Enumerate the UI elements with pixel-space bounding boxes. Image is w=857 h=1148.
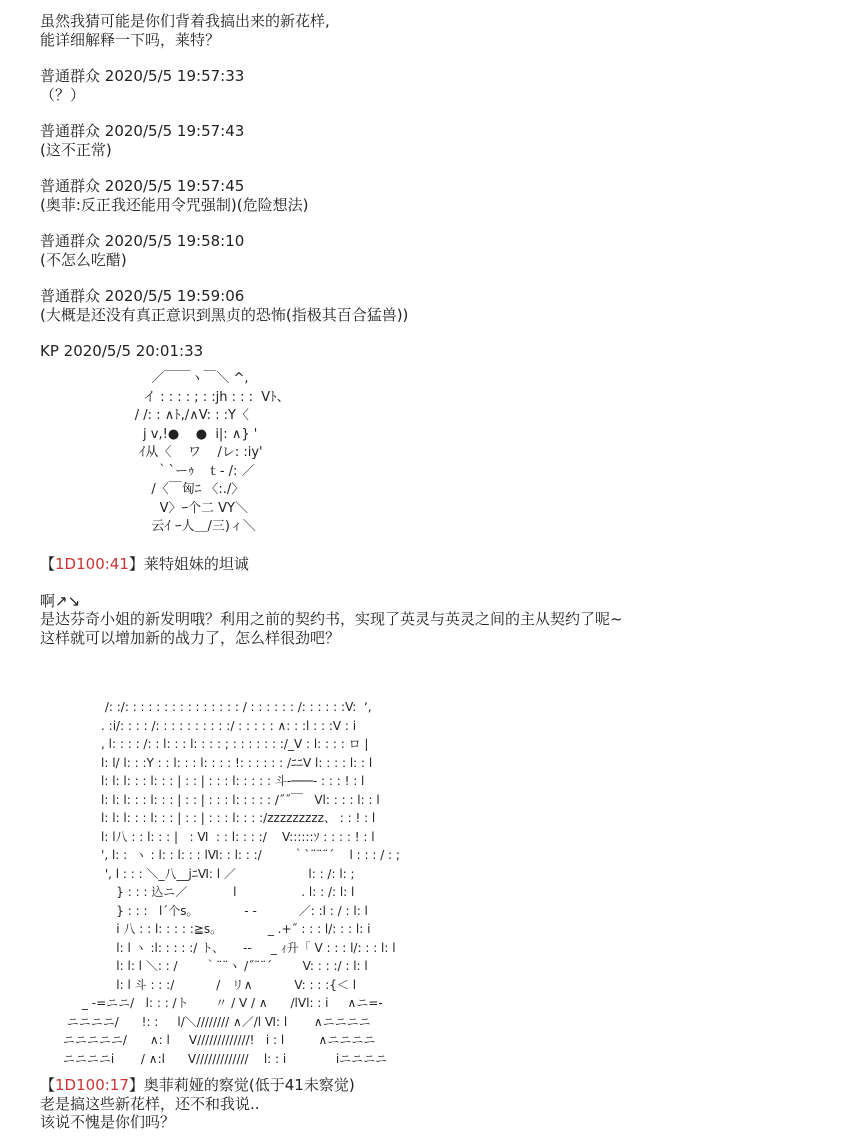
message-time: 2020/5/5 19:57:45 [104,177,245,195]
roll-tag: 1D100:17 [55,1076,129,1094]
message-time: 2020/5/5 19:57:43 [104,122,245,140]
message-text-4: (不怎么吃醋) [40,250,127,269]
reply-line-1: 啊↗↘ [40,591,81,610]
roll-title: 莱特姐妹的坦诚 [143,555,249,573]
roll-section-2 [40,1076,840,1132]
message-header-2 [40,122,840,141]
reply2-line-2: 该说不愧是你们吗？ [40,1113,176,1131]
roll-tag: 1D100:41 [55,555,129,573]
roll-result-2 [40,1076,840,1095]
message-time: 2020/5/5 19:57:33 [104,67,245,85]
reply-line-3: 这样就可以增加新的战力了，怎么样很劲吧？ [40,628,341,647]
message-time: 2020/5/5 19:59:06 [104,287,245,305]
roll-section-1 [40,555,840,647]
ascii-art-face: ／￣￣ヽ￣＼ ^, イ : : : : ; : :j​h : : : Vﾄ、 / /: : ∧ﾄ,/∧V: : :Y〈 j v,!● ● i|: ∧} ' ｲ从〈 ワ /レ: :iy' ｀`ーｩ ｔ- /: ／ /〈￣匈ﾆ 〈:./〉 V〉ｰ个二 VY＼ 云ｲ ｰ人＿/三)ィ＼ [134,371,290,534]
message-author: 普通群众 [40,287,101,305]
message-author: 普通群众 [40,177,101,195]
message-author: 普通群众 [40,122,101,140]
intro-line-2: 能详细解释一下吗，莱特？ [40,30,221,49]
reply2-line-1: 老是搞这些新花样，还不和我说.. [40,1094,260,1113]
roll-bracket-close: 】 [128,1076,144,1094]
ascii-art-figure: /: :/: : : : : : : : : : : : : : : / : : : : : : /: : : : : :V: ‘, . :i/: : : : /: : : : : : : : : :/ : : : : : ∧: : :l : : :V : i , l: : : : /: : l: : : l: : : : ; : : : : : : :/_V : l: : : : ロ | l: l/ l: : :Y : : l: : : l: : : : !: : : : : : /ﾆﾆV l: : : : l: : l l: l: l: : : l: : : | : : | : : : l: : : : : 斗-───- : : : ! : l l: l: l: : : l: : : | : : | : : : l: : : : : /˝˝￣ Vl: : : : l: : l l: l: l: : : l: : : | : : | : : : l: : : :/zzzzzzzzz、 : : ! : l l: l八 : : l: : : | : Ⅵ : : l: : : :/ V::::::ｿ : : : : ! : l ', l: : ヽ : l: : l: : : lⅥ: : l: : :/ ｀`¨¨¨´ l : : : / : ; ', l : : : ＼_八__jﾆⅥ: l ／ l: : /: l: ; } : : : 込ニ／ l . l: : /: l: l } : : : l´个s。 - - ／: :l : / : l: l i 八 : : l: : : : :≧s。 _ .+˝ : : : l/: : : l: i l: l ヽ :l: : : : :/ ト、 -- _ ｨ升「 V : : : l/: : : l: l l: l: l ＼: : / ｀¨¨ヽ /˝¨¨´ V: : : :/ : l: l l: l 斗 : : :/ / リ∧ V: : : :{＜ l _ -=ニニ/ l: : : /ト 〃 / V / ∧ /lVl: : i ∧ニ=- ニニニニ/ !: : l/＼//////// ∧／/l Ⅵ: l ∧ニニニニ ニニニニニ/ ∧: l V/////////////! i : l ∧ニニニニ ニニニニi / ∧:l V///////////// l: : i iニニニニ [62,700,400,1066]
message-author: 普通群众 [40,232,101,250]
roll-result-1 [40,555,840,574]
message-text-3: (奥菲:反正我还能用令咒强制)(危险想法) [40,195,309,214]
roll-bracket-open: 【 [40,1076,56,1094]
message-header-3 [40,177,840,196]
roll-bracket-open: 【 [40,555,56,573]
message-header-4 [40,232,840,251]
document-body [40,12,840,361]
intro-line-1: 虽然我猜可能是你们背着我搞出来的新花样, [40,12,330,30]
roll-bracket-close: 】 [128,555,144,573]
kp-header: KP 2020/5/5 20:01:33 [40,342,204,360]
message-header-5 [40,287,840,306]
message-text-1: （？） [40,85,86,104]
message-text-2: (这不正常) [40,140,112,159]
roll-title: 奥菲莉娅的察觉(低于41未察觉) [143,1076,355,1094]
reply-line-2: 是达芬奇小姐的新发明哦？利用之前的契约书，实现了英灵与英灵之间的主从契约了呢~ [40,610,623,628]
message-header-1 [40,67,840,86]
message-text-5: (大概是还没有真正意识到黑贞的恐怖(指极其百合猛兽)) [40,305,409,324]
message-author: 普通群众 [40,67,101,85]
message-time: 2020/5/5 19:58:10 [104,232,245,250]
